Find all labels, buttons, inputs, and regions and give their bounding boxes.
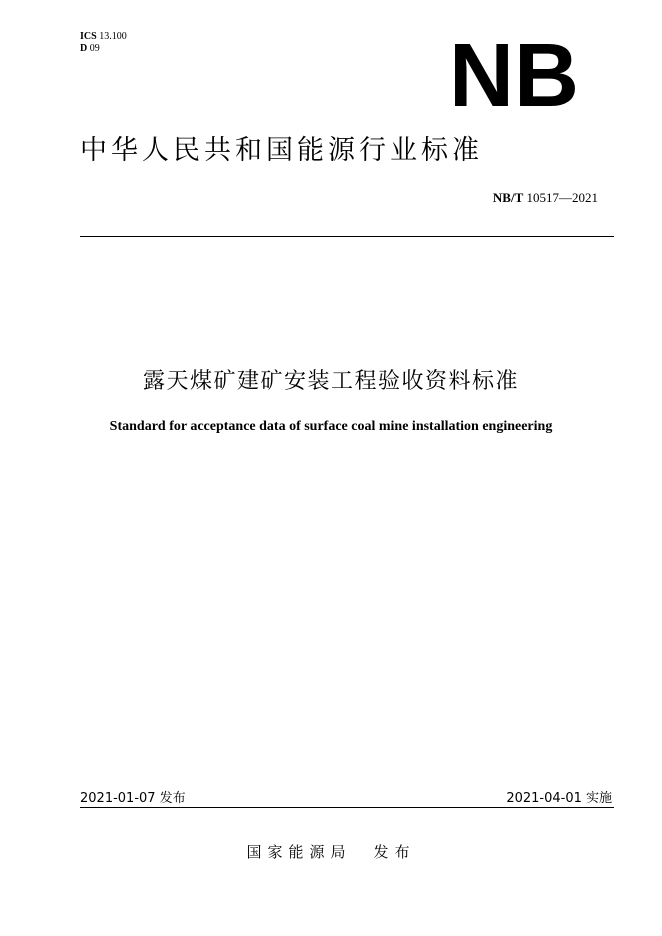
org-title: 中华人民共和国能源行业标准 [80, 135, 483, 166]
standard-code-prefix: NB/T [492, 190, 524, 205]
publisher-org: 国家能源局 [246, 843, 352, 861]
publisher [0, 841, 662, 862]
ccs-label: D [80, 43, 88, 54]
document-title-english: Standard for acceptance data of surface coal mine installation engineering [109, 419, 553, 434]
top-divider [80, 236, 614, 237]
ccs-value: 09 [89, 43, 100, 54]
bottom-divider [80, 807, 614, 808]
nb-logo-text: NB [449, 40, 579, 106]
standard-code-number: 10517—2021 [526, 190, 598, 205]
ics-label: ICS [80, 31, 97, 42]
publisher-action: 发布 [373, 843, 416, 861]
implementation-date: 2021-04-01 实施 [506, 791, 612, 806]
nb-logo [449, 40, 579, 106]
issue-date: 2021-01-07 发布 [80, 791, 186, 806]
document-title: 露天煤矿建矿安装工程验收资料标准 [142, 369, 519, 394]
ics-value: 13.100 [99, 31, 127, 42]
standard-code [493, 190, 598, 206]
ics-classification [80, 31, 127, 55]
